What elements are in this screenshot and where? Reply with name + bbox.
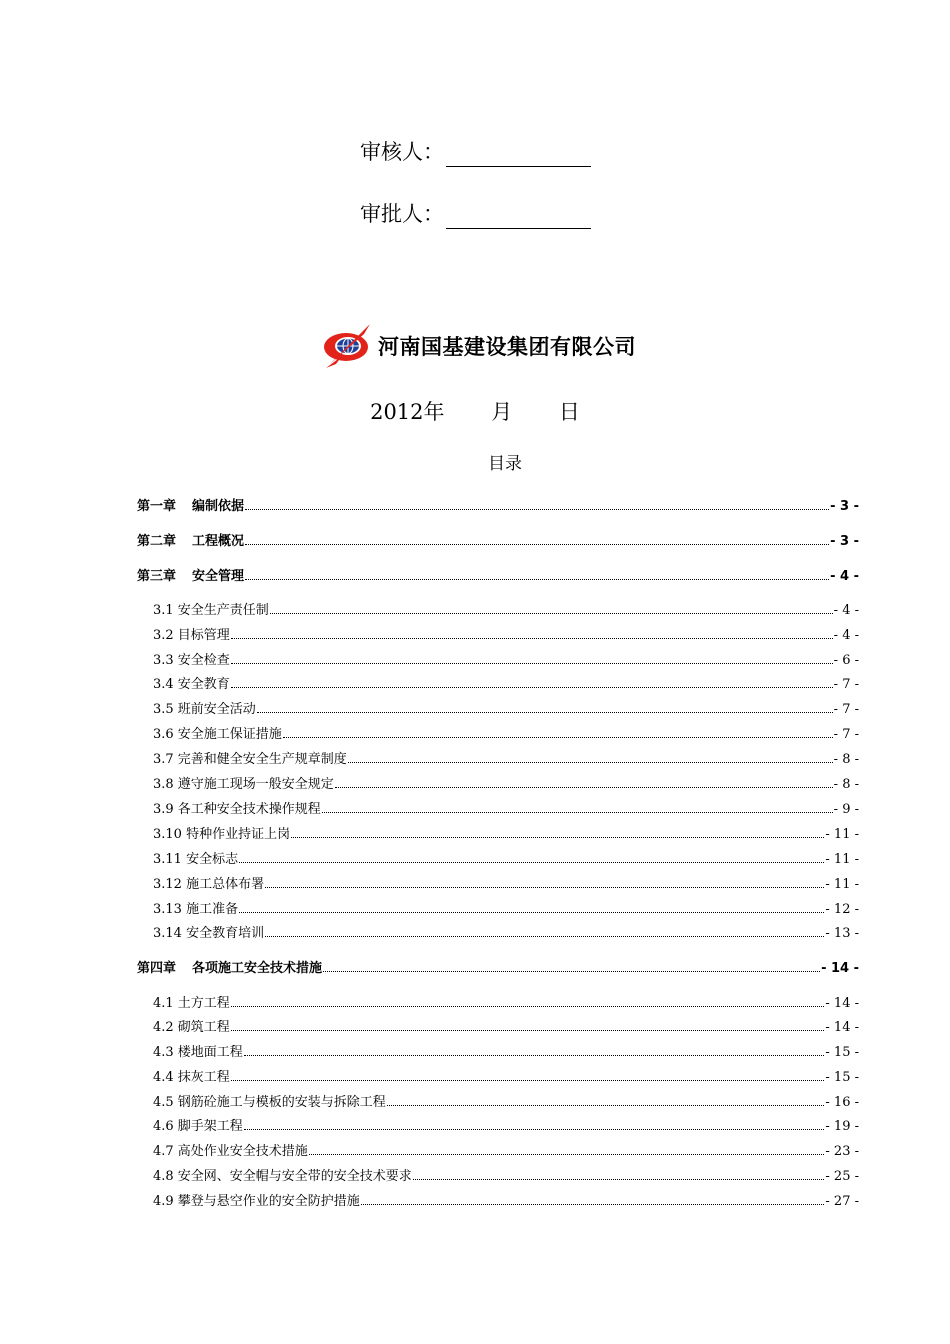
toc-leader-dots <box>348 749 833 763</box>
toc-page-number: - 6 - <box>833 653 859 668</box>
toc-page-number: - 4 - <box>833 603 859 618</box>
toc-page-number: - 13 - <box>825 926 859 941</box>
company-logo-icon <box>320 320 376 372</box>
toc-chapter-row[interactable] <box>137 496 859 514</box>
toc-section-title: 4.9 攀登与悬空作业的安全防护措施 <box>153 1194 360 1209</box>
toc-leader-dots <box>323 958 820 972</box>
toc-page-number: - 27 - <box>825 1194 859 1209</box>
date-month: 月 <box>491 400 513 424</box>
toc-leader-dots <box>231 674 833 688</box>
toc-section-title: 3.8 遵守施工现场一般安全规定 <box>153 777 334 792</box>
reviewer-label: 审核人： <box>360 140 444 164</box>
toc-section-row[interactable] <box>153 674 859 692</box>
toc-section-row[interactable] <box>153 1166 859 1184</box>
toc-chapter-number: 第四章 <box>137 961 177 976</box>
toc-section-title: 4.8 安全网、安全帽与安全带的安全技术要求 <box>153 1169 412 1184</box>
toc-section-row[interactable] <box>153 699 859 717</box>
date-year: 2012年 <box>370 400 445 424</box>
toc-section-title: 3.5 班前安全活动 <box>153 702 256 717</box>
toc-leader-dots <box>387 1092 825 1106</box>
toc-leader-dots <box>231 1067 825 1081</box>
toc-page-number: - 23 - <box>825 1144 859 1159</box>
toc-leader-dots <box>239 849 824 863</box>
toc-chapter-title: 各项施工安全技术措施 <box>192 961 323 976</box>
toc-page-number: - 25 - <box>825 1169 859 1184</box>
toc-leader-dots <box>244 1042 825 1056</box>
toc-leader-dots <box>231 1017 825 1031</box>
toc-section-title: 3.7 完善和健全安全生产规章制度 <box>153 752 347 767</box>
toc-page-number: - 7 - <box>833 677 859 692</box>
toc-section-title: 3.13 施工准备 <box>153 902 239 917</box>
toc-leader-dots <box>335 774 833 788</box>
toc-section-row[interactable] <box>153 1092 859 1110</box>
toc-page-number: - 11 - <box>825 877 859 892</box>
toc-section-title: 3.2 目标管理 <box>153 628 230 643</box>
toc-leader-dots <box>322 799 833 813</box>
toc-leader-dots <box>413 1166 825 1180</box>
toc-page-number: - 14 - <box>821 961 859 976</box>
toc-leader-dots <box>270 600 833 614</box>
toc-chapter-number: 第二章 <box>137 534 177 549</box>
toc-section-row[interactable] <box>153 1141 859 1159</box>
toc-section-title: 3.12 施工总体布署 <box>153 877 265 892</box>
toc-section-row[interactable] <box>153 993 859 1011</box>
toc-leader-dots <box>361 1191 825 1205</box>
toc-section-title: 3.1 安全生产责任制 <box>153 603 269 618</box>
toc-page-number: - 9 - <box>833 802 859 817</box>
toc-title: 目录 <box>488 454 522 474</box>
toc-page-number: - 15 - <box>825 1070 859 1085</box>
toc-chapter-row[interactable] <box>137 958 859 976</box>
toc-section-title: 3.11 安全标志 <box>153 852 239 867</box>
toc-page-number: - 3 - <box>830 499 859 514</box>
toc-section-title: 4.5 钢筋砼施工与模板的安装与拆除工程 <box>153 1095 386 1110</box>
toc-leader-dots <box>265 923 824 937</box>
toc-leader-dots <box>309 1141 825 1155</box>
toc-chapter-label <box>137 498 244 516</box>
toc-page-number: - 19 - <box>825 1119 859 1134</box>
toc-chapter-title: 安全管理 <box>192 569 245 584</box>
date-line <box>0 396 950 426</box>
toc-section-title: 4.7 高处作业安全技术措施 <box>153 1144 308 1159</box>
toc-section-title: 3.6 安全施工保证措施 <box>153 727 282 742</box>
toc-chapter-row[interactable] <box>137 531 859 549</box>
toc-section-title: 4.3 楼地面工程 <box>153 1045 243 1060</box>
toc-section-title: 4.4 抹灰工程 <box>153 1070 230 1085</box>
toc-leader-dots <box>244 1116 825 1130</box>
date-day: 日 <box>558 400 580 424</box>
reviewer-signature-row <box>360 137 591 167</box>
approver-label: 审批人： <box>360 202 444 226</box>
toc-page-number: - 12 - <box>825 902 859 917</box>
toc-page-number: - 11 - <box>825 852 859 867</box>
toc-page-number: - 11 - <box>825 827 859 842</box>
toc-section-title: 3.4 安全教育 <box>153 677 230 692</box>
toc-leader-dots <box>257 699 833 713</box>
toc-section-title: 4.1 土方工程 <box>153 996 230 1011</box>
toc-chapter-label <box>137 568 244 586</box>
toc-chapter-title: 工程概况 <box>192 534 245 549</box>
toc-page-number: - 14 - <box>825 996 859 1011</box>
toc-section-row[interactable] <box>153 1017 859 1035</box>
toc-section-row[interactable] <box>153 899 859 917</box>
toc-chapter-row[interactable] <box>137 566 859 584</box>
toc-chapter-label <box>137 533 244 551</box>
toc-leader-dots <box>265 874 824 888</box>
approver-signature-row <box>360 199 591 229</box>
toc-section-row[interactable] <box>153 1067 859 1085</box>
toc-page-number: - 8 - <box>833 777 859 792</box>
toc-chapter-label <box>137 960 322 978</box>
toc-section-row[interactable] <box>153 874 859 892</box>
toc-section-title: 3.14 安全教育培训 <box>153 926 265 941</box>
toc-leader-dots <box>239 899 824 913</box>
toc-leader-dots <box>291 824 824 838</box>
toc-section-title: 4.2 砌筑工程 <box>153 1020 230 1035</box>
toc-page-number: - 14 - <box>825 1020 859 1035</box>
toc-chapter-number: 第三章 <box>137 569 177 584</box>
toc-leader-dots <box>283 724 833 738</box>
toc-leader-dots <box>231 993 825 1007</box>
toc-section-row[interactable] <box>153 849 859 867</box>
toc-section-row[interactable] <box>153 1042 859 1060</box>
toc-section-row[interactable] <box>153 749 859 767</box>
toc-leader-dots <box>231 650 833 664</box>
toc-section-row[interactable] <box>153 774 859 792</box>
toc-section-row[interactable] <box>153 600 859 618</box>
toc-page-number: - 8 - <box>833 752 859 767</box>
toc-section-row[interactable] <box>153 923 859 941</box>
reviewer-signature-line <box>446 142 591 167</box>
toc-chapter-title: 编制依据 <box>192 499 245 514</box>
toc-section-row[interactable] <box>153 650 859 668</box>
toc-page-number: - 7 - <box>833 702 859 717</box>
toc-section-title: 3.3 安全检查 <box>153 653 230 668</box>
toc-leader-dots <box>245 566 829 580</box>
toc-section-row[interactable] <box>153 724 859 742</box>
toc-section-row[interactable] <box>153 625 859 643</box>
toc-section-row[interactable] <box>153 1191 859 1209</box>
toc-section-row[interactable] <box>153 1116 859 1134</box>
toc-page-number: - 4 - <box>833 628 859 643</box>
toc-section-title: 3.10 特种作业持证上岗 <box>153 827 291 842</box>
toc-page-number: - 4 - <box>830 569 859 584</box>
toc-leader-dots <box>231 625 833 639</box>
toc-section-title: 3.9 各工种安全技术操作规程 <box>153 802 321 817</box>
toc-leader-dots <box>245 496 829 510</box>
company-header <box>320 320 636 372</box>
toc-page-number: - 3 - <box>830 534 859 549</box>
approver-signature-line <box>446 204 591 229</box>
toc-page-number: - 16 - <box>825 1095 859 1110</box>
company-name: 河南国基建设集团有限公司 <box>378 335 636 359</box>
toc-leader-dots <box>245 531 829 545</box>
toc-section-row[interactable] <box>153 799 859 817</box>
toc-page-number: - 7 - <box>833 727 859 742</box>
toc-section-title: 4.6 脚手架工程 <box>153 1119 243 1134</box>
toc-page-number: - 15 - <box>825 1045 859 1060</box>
toc-chapter-number: 第一章 <box>137 499 177 514</box>
toc-section-row[interactable] <box>153 824 859 842</box>
